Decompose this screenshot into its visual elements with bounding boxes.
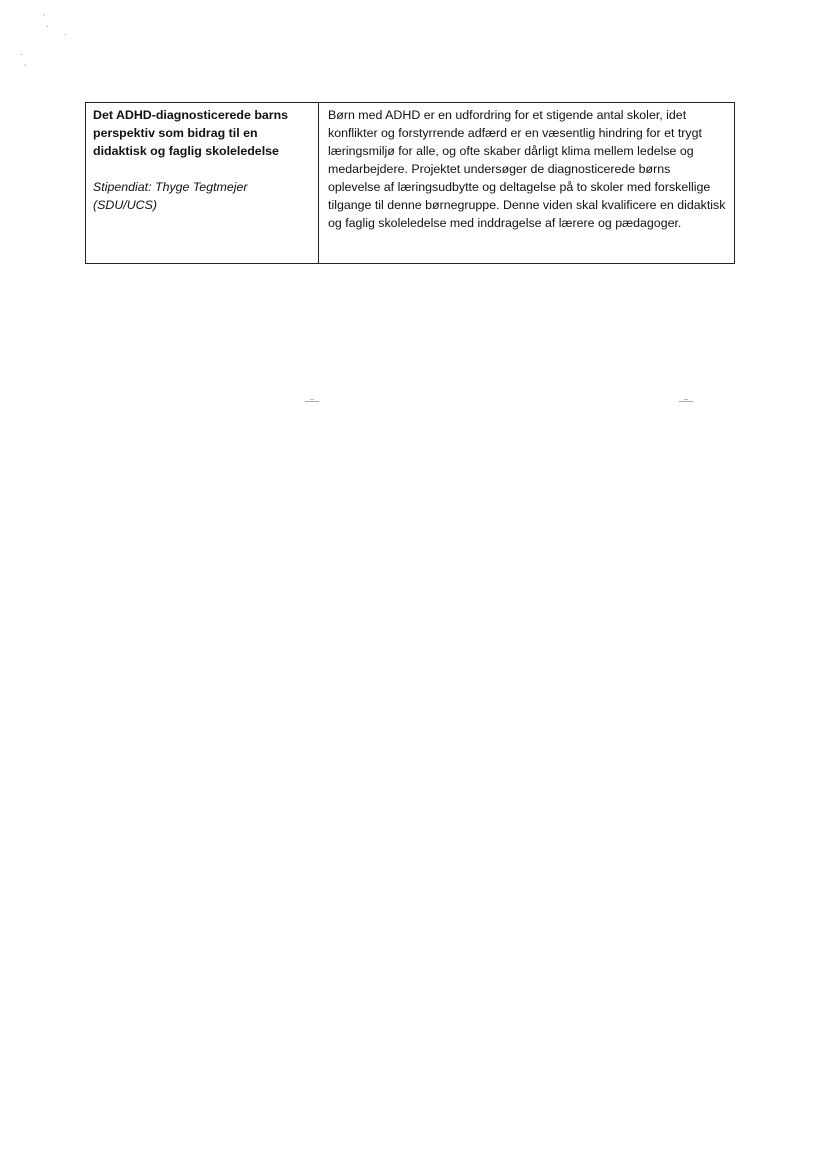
project-title: Det ADHD-diagnosticerede barns perspektiv som bidrag til en didaktisk og faglig skoleledelse — [93, 108, 289, 158]
scan-speck: ‘ — [43, 12, 45, 22]
scan-speck: · — [20, 49, 23, 59]
project-table — [85, 102, 735, 264]
project-description-cell — [319, 103, 734, 263]
scan-speck: · — [64, 29, 67, 39]
scan-mark — [679, 401, 693, 402]
project-description: Børn med ADHD er en udfordring for et stigende antal skoler, idet konflikter og forstyrrende adfærd er en væsentlig hindring for et trygt læringsmiljø for alle, og ofte skaber dårligt klima mellem ledelse og medarbejdere. Projektet undersøger de diagnosticerede børns oplevelse af læringsudbytte og deltagelse på to skoler med forskellige tilgange til denne børnegruppe. Denne viden skal kvalificere en didaktisk og faglig skoleledelse med inddragelse af lærere og pædagoger. — [328, 108, 726, 230]
scan-mark — [305, 401, 319, 402]
project-title-cell — [86, 103, 319, 263]
scan-speck: ‚ — [24, 57, 26, 67]
fellow-info: Stipendiat: Thyge Tegtmejer (SDU/UCS) — [93, 180, 248, 212]
scan-speck: · — [46, 21, 49, 31]
